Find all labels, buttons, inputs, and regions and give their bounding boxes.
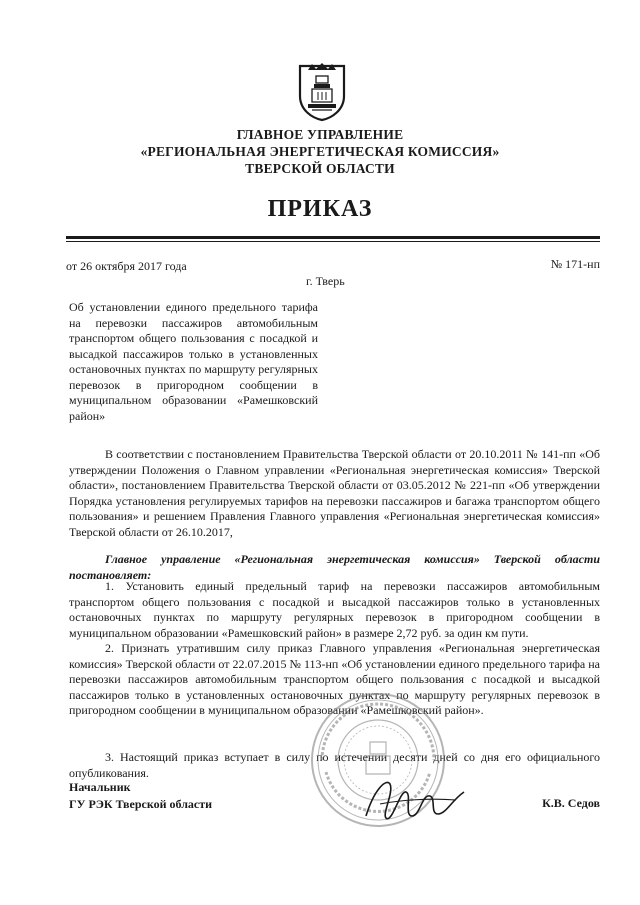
signatory-position-line-1: Начальник — [69, 780, 131, 794]
document-title: ПРИКАЗ — [267, 196, 373, 222]
document-number: № 171-нп — [550, 257, 600, 271]
order-item-1: 1. Установить единый предельный тариф на перевозки пассажиров автомобильным транспортом общего пользования с посадкой и высадкой пассажиров только в установленных остановочных пунктах по маршруту регулярных перевозок в пригородном сообщении в муниципальном образовании «Рамешковский район» в размере 2,72 руб. за один км пути. — [69, 579, 600, 640]
preamble-paragraph: В соответствии с постановлением Правительства Тверской области от 20.10.2011 № 141-пп «Об утверждении Положения о Главном управлении «Региональная энергетическая комиссия» Тверской области», постановлением Правительства Тверской области от 03.05.2012 № 221-пп «Об утверждении Порядка установления регулируемых тарифов на перевозки пассажиров и багажа транспортом общего пользования» и решением Правления Главного управления «Региональная энергетическая комиссия» Тверской области от 26.10.2017, — [69, 447, 600, 539]
order-item-2: 2. Признать утратившим силу приказ Главного управления «Региональная энергетическая комиссия» Тверской области от 22.07.2015 № 113-нп «Об установлении единого предельного тарифа на перевозки пассажиров автомобильным транспортом общего пользования с посадкой и высадкой пассажиров только в установленных остановочных пунктах по маршруту регулярных перевозок в пригородном сообщении в муниципальном образовании «Рамешковский район». — [69, 641, 600, 717]
signatory-name: К.В. Седов — [542, 796, 600, 810]
signatory-position-line-2: ГУ РЭК Тверской области — [69, 797, 213, 811]
org-line-1: ГЛАВНОЕ УПРАВЛЕНИЕ — [236, 127, 404, 142]
signatory-position — [69, 779, 212, 813]
order-item-3: 3. Настоящий приказ вступает в силу по истечении десяти дней со дня его официального опубликования. — [69, 750, 600, 780]
document-city: г. Тверь — [306, 274, 345, 288]
org-line-2: «РЕГИОНАЛЬНАЯ ЭНЕРГЕТИЧЕСКАЯ КОМИССИЯ» — [140, 144, 500, 159]
org-line-3: ТВЕРСКОЙ ОБЛАСТИ — [245, 161, 395, 176]
document-subject: Об установлении единого предельного тарифа на перевозки пассажиров автомобильным транспортом общего пользования с посадкой и высадкой пассажиров только в установленных остановочных пунктах по маршруту регулярных перевозок в пригородном сообщении в муниципальном образовании «Рамешковский район» — [69, 300, 318, 423]
document-date: от 26 октября 2017 года — [66, 259, 187, 273]
header-divider-thin — [66, 241, 600, 242]
signature-icon — [360, 770, 470, 830]
coat-of-arms-icon — [296, 62, 348, 122]
organization-header — [60, 126, 580, 177]
header-divider-thick — [66, 236, 600, 239]
decree-statement: Главное управление «Региональная энергетическая комиссия» Тверской области постановляет: — [69, 552, 600, 582]
